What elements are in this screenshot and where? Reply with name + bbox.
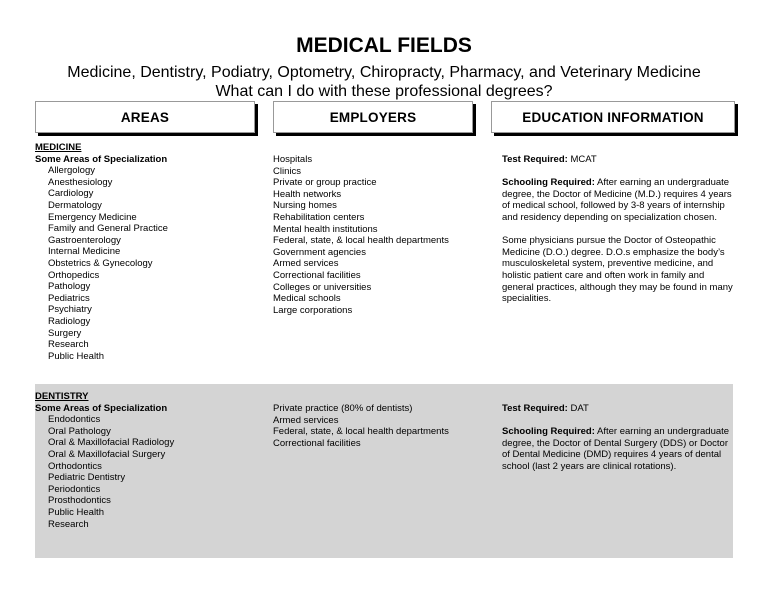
list-item: Oral & Maxillofacial Radiology xyxy=(48,437,175,449)
list-item: Public Health xyxy=(48,350,104,362)
medicine-test-label: Test Required: xyxy=(502,154,568,165)
list-item: Armed services xyxy=(273,258,339,270)
list-item: Prosthodontics xyxy=(48,495,111,507)
medicine-employers-list xyxy=(273,154,483,316)
list-item: Mental health institutions xyxy=(273,223,378,235)
list-item: Dermatology xyxy=(48,199,102,211)
dentistry-areas-list xyxy=(35,414,265,530)
medicine-specialization-heading: Some Areas of Specialization xyxy=(35,153,168,165)
list-item: Research xyxy=(48,339,89,351)
dentistry-specialization-heading: Some Areas of Specialization xyxy=(35,402,168,414)
dentistry-schooling-text: After earning an undergraduate degree, the Doctor of Dental Surgery (DDS) or Doctor of Dental Medicine (DMD) requires 4 years of dental school (last 2 years are clinical rotations). xyxy=(502,426,730,472)
list-item: Medical schools xyxy=(273,293,341,305)
list-item: Anesthesiology xyxy=(48,176,113,188)
medicine-schooling xyxy=(502,177,734,223)
list-item: Allergology xyxy=(48,165,95,177)
list-item: Pediatric Dentistry xyxy=(48,472,126,484)
list-item: Radiology xyxy=(48,315,91,327)
list-item: Public Health xyxy=(48,506,104,518)
list-item: Correctional facilities xyxy=(273,437,361,449)
dentistry-section-title: DENTISTRY xyxy=(35,391,89,402)
list-item: Nursing homes xyxy=(273,200,337,212)
list-item: Armed services xyxy=(273,414,339,426)
subtitle-line-2: What can I do with these professional degrees? xyxy=(215,83,553,100)
dentistry-test-value: DAT xyxy=(570,403,589,414)
employers-header: EMPLOYERS xyxy=(273,101,473,133)
medicine-section-title: MEDICINE xyxy=(35,142,82,153)
list-item: Oral Pathology xyxy=(48,425,111,437)
list-item: Federal, state, & local health departments xyxy=(273,235,449,247)
medicine-schooling-label: Schooling Required: xyxy=(502,177,595,189)
list-item: Gastroenterology xyxy=(48,234,121,246)
areas-header: AREAS xyxy=(35,101,255,133)
dentistry-employers-list xyxy=(273,403,483,449)
list-item: Endodontics xyxy=(48,414,101,426)
list-item: Hospitals xyxy=(273,154,313,165)
dentistry-employers-column xyxy=(273,403,483,449)
list-item: Family and General Practice xyxy=(48,223,168,235)
list-item: Orthopedics xyxy=(48,269,100,281)
list-item: Periodontics xyxy=(48,483,101,495)
page-subtitle xyxy=(0,63,768,101)
list-item: Rehabilitation centers xyxy=(273,211,365,223)
list-item: Federal, state, & local health departments xyxy=(273,426,449,438)
list-item: Pediatrics xyxy=(48,292,90,304)
list-item: Colleges or universities xyxy=(273,281,372,293)
list-item: Health networks xyxy=(273,188,342,200)
list-item: Psychiatry xyxy=(48,304,92,316)
list-item: Cardiology xyxy=(48,188,94,200)
list-item: Government agencies xyxy=(273,246,366,258)
list-item: Large corporations xyxy=(273,304,353,316)
medicine-employers-column xyxy=(273,154,483,316)
dentistry-schooling xyxy=(502,426,734,472)
list-item: Internal Medicine xyxy=(48,246,121,258)
list-item: Private or group practice xyxy=(273,177,377,189)
medicine-education-column xyxy=(502,154,734,316)
list-item: Emergency Medicine xyxy=(48,211,137,223)
dentistry-education-column xyxy=(502,403,734,484)
education-header: EDUCATION INFORMATION xyxy=(491,101,735,133)
list-item: Research xyxy=(48,518,89,530)
dentistry-schooling-label: Schooling Required: xyxy=(502,426,595,438)
list-item: Obstetrics & Gynecology xyxy=(48,257,153,269)
list-item: Private practice (80% of dentists) xyxy=(273,403,413,414)
dentistry-test-required xyxy=(502,403,734,415)
list-item: Orthodontics xyxy=(48,460,102,472)
dentistry-areas-column xyxy=(35,391,265,530)
medicine-areas-list xyxy=(35,165,265,362)
dentistry-test-label: Test Required: xyxy=(502,403,568,414)
subtitle-line-1: Medicine, Dentistry, Podiatry, Optometry, Chiropracty, Pharmacy, and Veterinary Medicine xyxy=(67,64,701,81)
medicine-test-value: MCAT xyxy=(570,154,597,165)
list-item: Correctional facilities xyxy=(273,269,361,281)
medicine-areas-column xyxy=(35,142,265,362)
medicine-osteopathic-note: Some physicians pursue the Doctor of Osteopathic Medicine (D.O.) degree. D.O.s emphasize the body’s musculoskeletal system, preventive medicine, and holistic patient care and often work in family and general practices, although they may be found in many specialities. xyxy=(502,235,733,305)
list-item: Oral & Maxillofacial Surgery xyxy=(48,448,166,460)
list-item: Clinics xyxy=(273,165,301,177)
medicine-schooling-text: After earning an undergraduate degree, the Doctor of Medicine (M.D.) requires 4 years of medical school, followed by 3-8 years of internship and residency depending on specialization chosen. xyxy=(502,177,732,223)
list-item: Pathology xyxy=(48,281,91,293)
page-title: MEDICAL FIELDS xyxy=(296,34,472,57)
medicine-test-required xyxy=(502,154,734,166)
list-item: Surgery xyxy=(48,327,82,339)
